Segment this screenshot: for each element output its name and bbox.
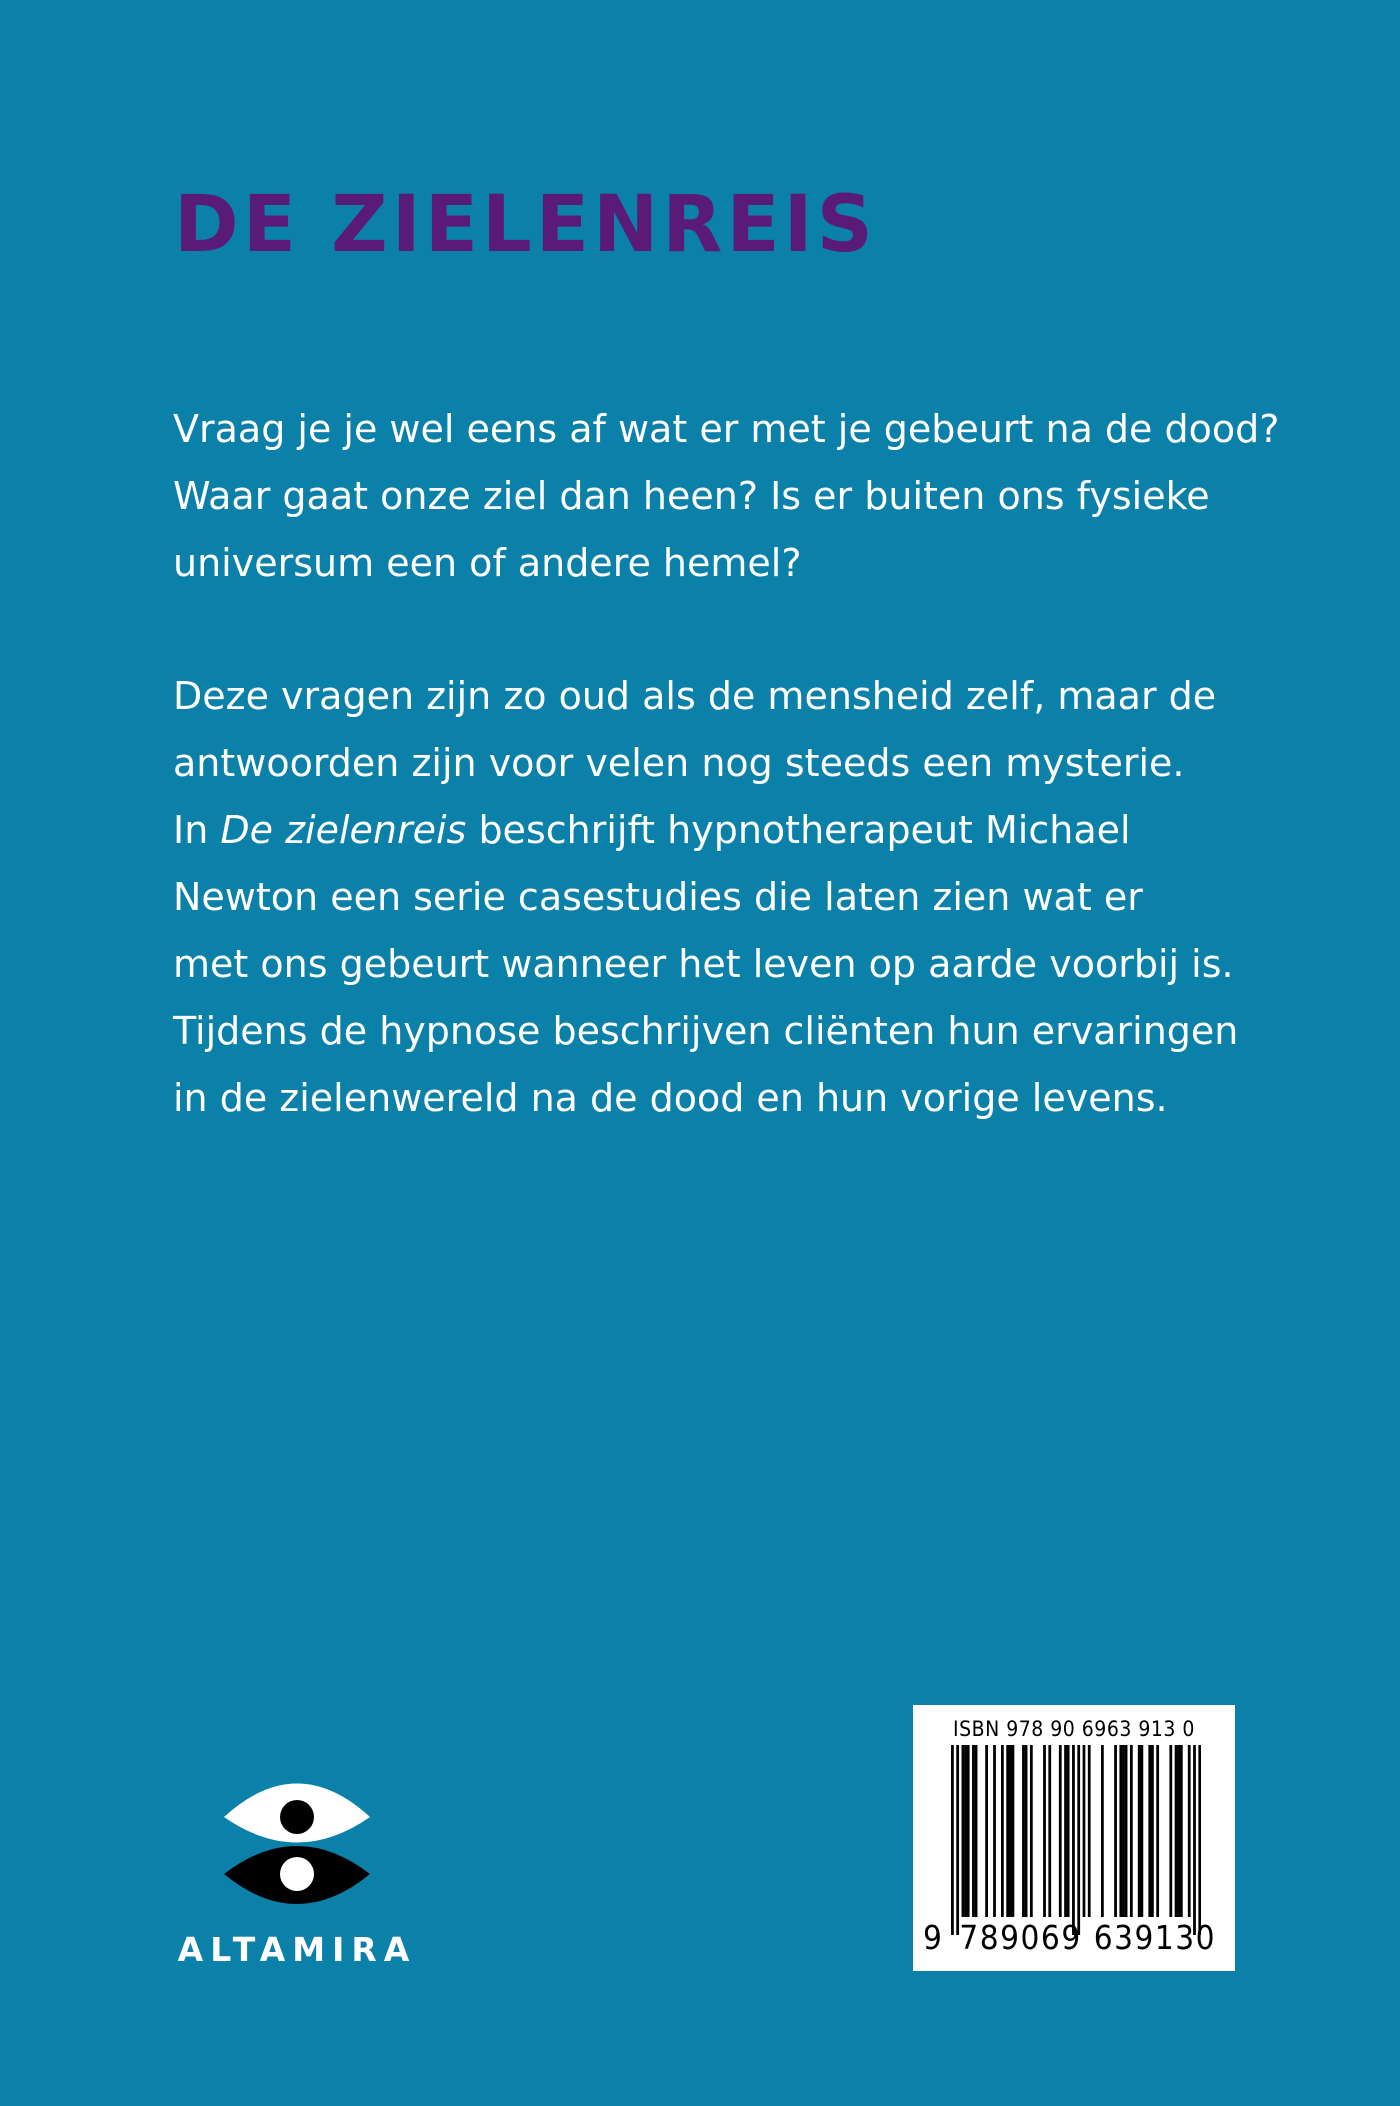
barcode-bar <box>1064 1745 1067 1917</box>
barcode-bar <box>1043 1745 1046 1917</box>
ean-digits <box>923 1918 1229 1957</box>
blurb-paragraph-1 <box>173 396 1280 597</box>
barcode-bar <box>1012 1745 1015 1917</box>
barcode-bar <box>972 1745 975 1917</box>
blurb-line <box>173 797 1233 864</box>
barcode-bar <box>993 1745 996 1917</box>
book-title-italic: De zielenreis <box>220 808 467 852</box>
barcode-bar <box>1122 1745 1125 1917</box>
barcode-bar <box>1114 1745 1117 1917</box>
ean-right-digits: 639130 <box>1093 1918 1217 1957</box>
barcode-bar <box>1188 1745 1191 1917</box>
barcode-bar <box>1022 1745 1025 1917</box>
blurb-line: Deze vragen zijn zo oud als de mensheid zelf, maar de <box>173 674 1217 718</box>
barcode-bars <box>951 1745 1201 1935</box>
barcode-bar <box>1130 1745 1133 1917</box>
barcode-bar <box>1009 1745 1012 1917</box>
blurb-line: antwoorden zijn voor velen nog steeds een mysterie. <box>173 741 1185 785</box>
ean-first-digit: 9 <box>923 1918 944 1957</box>
blurb-line: universum een of andere hemel? <box>173 541 802 585</box>
barcode-bar <box>1030 1745 1033 1917</box>
barcode-bar <box>1151 1745 1154 1917</box>
blurb-text: beschrijft hypnotherapeut Michael <box>466 808 1131 852</box>
blurb-line: Newton een serie casestudies die laten zien wat er <box>173 875 1143 919</box>
barcode-bar <box>967 1745 970 1917</box>
barcode-bar <box>985 1745 988 1917</box>
barcode-bar <box>1025 1745 1028 1917</box>
barcode-bar <box>1119 1745 1122 1917</box>
barcode-bar <box>1006 1745 1009 1917</box>
blurb-line: met ons gebeurt wanneer het leven op aarde voorbij is. <box>173 942 1234 986</box>
barcode-bar <box>1198 1745 1201 1935</box>
barcode-bar <box>964 1745 967 1917</box>
barcode-bar <box>956 1745 959 1935</box>
barcode-bar <box>1067 1745 1070 1917</box>
barcode-bar <box>951 1745 954 1935</box>
blurb-paragraph-2 <box>173 663 1239 1132</box>
isbn-label: ISBN 978 90 6963 913 0 <box>953 1717 1195 1741</box>
publisher-name: ALTAMIRA <box>177 1930 417 1969</box>
barcode-bar <box>1148 1745 1151 1917</box>
isbn-barcode <box>913 1705 1235 1971</box>
blurb-line: Tijdens de hypnose beschrijven cliënten hun ervaringen <box>173 1009 1239 1053</box>
barcode-bar <box>1059 1745 1062 1917</box>
blurb-text: In <box>173 808 221 852</box>
barcode-bar <box>1125 1745 1128 1917</box>
book-title: DE ZIELENREIS <box>174 180 877 270</box>
blurb-line: Waar gaat onze ziel dan heen? Is er buiten ons fysieke <box>173 474 1210 518</box>
barcode-bar <box>975 1745 978 1917</box>
blurb-line: Vraag je je wel eens af wat er met je gebeurt na de dood? <box>173 407 1280 451</box>
publisher-logo <box>172 1772 422 1972</box>
barcode-bar <box>1140 1745 1143 1917</box>
barcode-bar <box>1156 1745 1159 1917</box>
barcode-bar <box>1138 1745 1141 1917</box>
barcode-bar <box>1193 1745 1196 1935</box>
ean-left-digits: 789069 <box>959 1918 1082 1957</box>
blurb-line: in de zielenwereld na de dood en hun vorige levens. <box>173 1076 1168 1120</box>
barcode-bar <box>1001 1745 1004 1917</box>
barcode-bar <box>1180 1745 1183 1917</box>
barcode-bar <box>1177 1745 1180 1917</box>
barcode-bar <box>1175 1745 1178 1917</box>
barcode-bar <box>1083 1745 1086 1917</box>
barcode-bar <box>1101 1745 1104 1917</box>
barcode-bar <box>1088 1745 1091 1917</box>
barcode-bar <box>1169 1745 1172 1917</box>
barcode-bar <box>962 1745 965 1917</box>
eye-logo-icon <box>222 1772 372 1922</box>
barcode-bar <box>1048 1745 1051 1917</box>
barcode-bar <box>1077 1745 1080 1935</box>
barcode-bar <box>1072 1745 1075 1935</box>
